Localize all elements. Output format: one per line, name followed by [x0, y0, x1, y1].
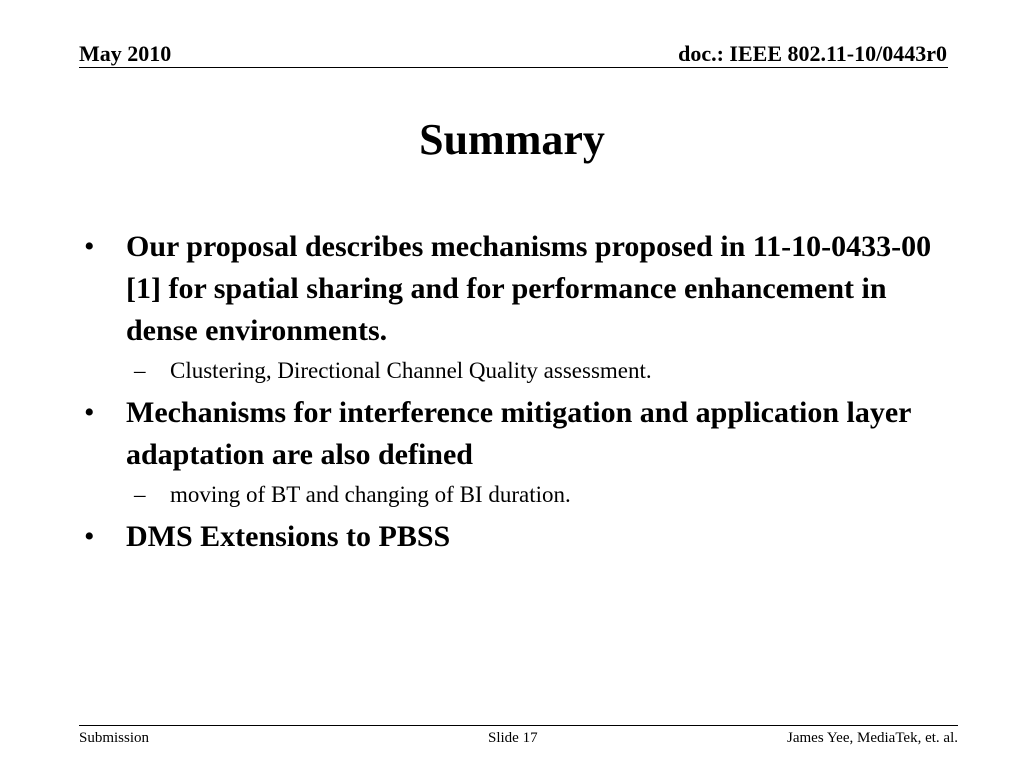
- bullet-3: [84, 516, 944, 558]
- bullet-1: [84, 226, 944, 352]
- footer-authors: James Yee, MediaTek, et. al.: [787, 730, 958, 746]
- bullet-item-1: [84, 226, 944, 386]
- footer-divider: [79, 725, 958, 726]
- footer-slide-number: Slide 17: [488, 730, 538, 746]
- bullet-dot-icon: •: [84, 520, 95, 553]
- bullet-item-2: [84, 392, 944, 510]
- header-date: May 2010: [79, 41, 172, 66]
- sub-bullet-2-text: moving of BT and changing of BI duration.: [170, 482, 571, 507]
- bullet-item-3: [84, 516, 944, 558]
- bullet-dot-icon: •: [84, 230, 95, 263]
- dash-icon: –: [134, 358, 146, 383]
- bullet-2-text: Mechanisms for interference mitigation and application layer adaptation are also defined: [126, 396, 911, 471]
- bullet-3-text: DMS Extensions to PBSS: [126, 520, 451, 553]
- sub-bullet-2: [84, 480, 944, 510]
- footer-submission: Submission: [79, 730, 150, 746]
- sub-bullet-1: [84, 356, 944, 386]
- header-doc-id: doc.: IEEE 802.11-10/0443r0: [678, 41, 947, 66]
- bullet-dot-icon: •: [84, 396, 95, 429]
- sub-bullet-1-text: Clustering, Directional Channel Quality assessment.: [170, 358, 652, 383]
- bullet-1-text: Our proposal describes mechanisms proposed in 11-10-0433-00 [1] for spatial sharing and for performance enhancement in dense environments.: [126, 230, 932, 347]
- bullet-list: [84, 226, 944, 558]
- header-divider: [79, 67, 948, 68]
- dash-icon: –: [134, 482, 146, 507]
- slide-title: Summary: [419, 115, 605, 164]
- bullet-2: [84, 392, 944, 476]
